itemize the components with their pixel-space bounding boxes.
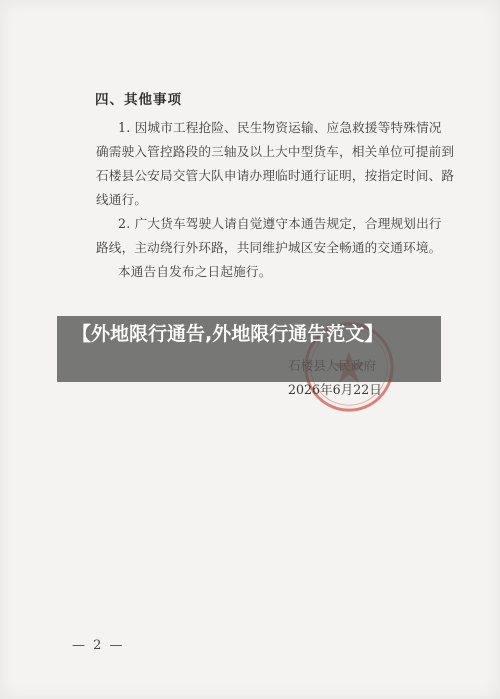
overlay-title: 【外地限行通告,外地限行通告范文】 [72, 323, 384, 345]
body-line-3: 石楼县公安局交管大队申请办理临时通行证明，按指定时间、路 [96, 168, 455, 183]
signature-date: 2026年6月22日 [288, 382, 382, 397]
page-number: — 2 — [72, 638, 125, 653]
body-line-4: 线通行。 [96, 192, 148, 207]
body-line-6: 路线，主动绕行外环路，共同维护城区安全畅通的交通环境。 [96, 240, 442, 255]
body-line-2: 确需驶入管控路段的三轴及以上大中型货车，相关单位可提前到 [96, 144, 455, 159]
body-line-1: 1. 因城市工程抢险、民生物资运输、应急救援等特殊情况 [118, 120, 442, 135]
body-line-5: 2. 广大货车驾驶人请自觉遵守本通告规定，合理规划出行 [118, 216, 442, 231]
body-line-7: 本通告自发布之日起施行。 [118, 264, 272, 279]
section-heading: 四、其他事项 [95, 92, 182, 108]
